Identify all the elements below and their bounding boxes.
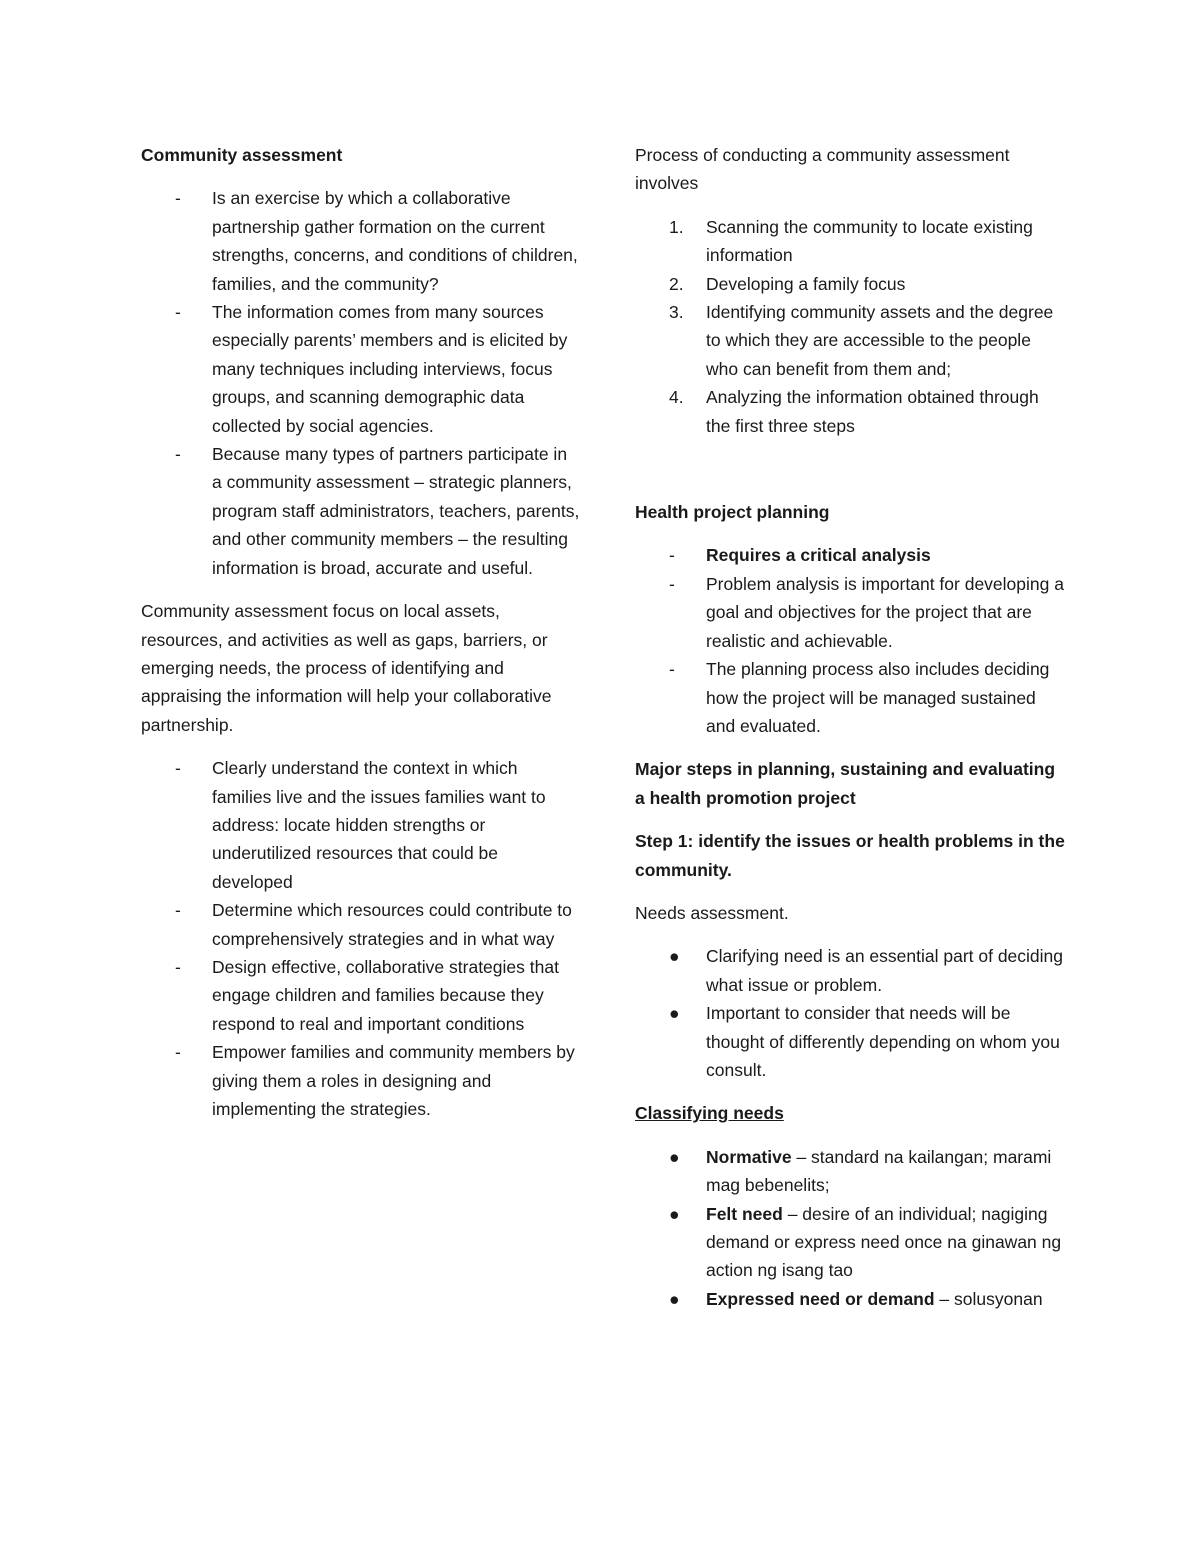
list-item-text: Because many types of partners participate in a community assessment – strategic planners, program staff administrators, teachers, parents, and other community members – the resulting information is broad, accurate and useful.: [212, 444, 580, 578]
right-column: [635, 141, 1067, 1313]
list-item-text: Clarifying need is an essential part of deciding what issue or problem.: [706, 946, 1064, 995]
list-item: [635, 1143, 1067, 1200]
planning-list: [635, 541, 1067, 740]
step-1-heading: Step 1: identify the issues or health problems in the community.: [635, 831, 1065, 880]
dash-marker: -: [669, 573, 675, 594]
dash-marker: -: [175, 758, 181, 779]
list-item-text: Empower families and community members by giving them a roles in designing and implementing the strategies.: [212, 1042, 575, 1119]
list-item-text: Clearly understand the context in which families live and the issues families want to address: locate hidden strengths or underutilized resources that could be developed: [212, 758, 546, 892]
list-item-text: Identifying community assets and the degree to which they are accessible to the people who can benefit from them and;: [706, 302, 1054, 379]
needs-assessment-label: Needs assessment.: [635, 902, 789, 923]
need-term: Normative: [706, 1146, 792, 1167]
dash-marker: -: [175, 302, 181, 323]
list-item: [141, 440, 581, 582]
list-item-text: The information comes from many sources especially parents’ members and is elicited by many techniques including interviews, focus groups, and scanning demographic data collected by social agencies.: [212, 302, 568, 436]
list-item: [141, 896, 581, 953]
list-item: [635, 270, 1067, 298]
bullet-marker: ●: [669, 1146, 680, 1167]
needs-bullet-list: [635, 942, 1067, 1084]
list-item: [635, 298, 1067, 383]
dash-marker: -: [669, 659, 675, 680]
list-item: [635, 999, 1067, 1084]
list-item: [141, 1038, 581, 1123]
dash-marker: -: [175, 444, 181, 465]
list-item: [635, 541, 1067, 569]
list-item-text: Important to consider that needs will be thought of differently depending on whom you consult.: [706, 1003, 1060, 1080]
bullet-marker: ●: [669, 1288, 680, 1309]
list-item: [141, 754, 581, 896]
list-item: [635, 570, 1067, 655]
list-item-text: Is an exercise by which a collaborative partnership gather formation on the current strengths, concerns, and conditions of children, families, and the community?: [212, 188, 578, 294]
list-item: [635, 655, 1067, 740]
dash-marker: -: [175, 956, 181, 977]
list-item-text: Determine which resources could contribute to comprehensively strategies and in what way: [212, 900, 572, 949]
step-number: 3.: [669, 302, 684, 323]
list-item: [141, 184, 581, 298]
list-item-text: Problem analysis is important for developing a goal and objectives for the project that are realistic and achievable.: [706, 573, 1064, 651]
need-term: Felt need: [706, 1203, 783, 1224]
list-item-text: Developing a family focus: [706, 273, 906, 294]
dash-marker: -: [669, 545, 675, 566]
process-steps-list: [635, 213, 1067, 440]
dash-marker: -: [175, 188, 181, 209]
bullet-marker: ●: [669, 1003, 680, 1024]
dash-marker: -: [175, 900, 181, 921]
list-item: [635, 383, 1067, 440]
step-number: 4.: [669, 387, 684, 408]
classifying-list: [635, 1143, 1067, 1313]
bullet-marker: ●: [669, 946, 680, 967]
definition-list: [141, 184, 581, 582]
need-term: Expressed need or demand: [706, 1288, 935, 1309]
purpose-list: [141, 754, 581, 1123]
list-item-text: Requires a critical analysis: [706, 545, 931, 566]
community-assessment-heading: Community assessment: [141, 145, 343, 165]
list-item: [635, 942, 1067, 999]
list-item-text: Design effective, collaborative strategies that engage children and families because they respond to real and important conditions: [212, 956, 559, 1034]
classifying-needs-heading: Classifying needs: [635, 1103, 784, 1124]
list-item: [635, 1285, 1067, 1313]
need-description: – solusyonan: [934, 1288, 1043, 1309]
bullet-marker: ●: [669, 1203, 680, 1224]
need-description: – desire of an individual; nagiging demand or express need once na ginawan ng action ng isang tao: [706, 1203, 1062, 1281]
health-project-planning-heading: Health project planning: [635, 502, 830, 523]
list-item: [141, 953, 581, 1038]
assessment-focus-paragraph: Community assessment focus on local assets, resources, and activities as well as gaps, barriers, or emerging needs, the process of identifying and appraising the information will help your collaborative partnership.: [141, 601, 552, 735]
list-item: [635, 1200, 1067, 1285]
list-item: [635, 213, 1067, 270]
need-description: – standard na kailangan; marami mag bebenelits;: [706, 1146, 1052, 1196]
step-number: 1.: [669, 216, 684, 237]
left-column: [141, 141, 581, 1123]
dash-marker: -: [175, 1042, 181, 1063]
major-steps-heading: Major steps in planning, sustaining and evaluating a health promotion project: [635, 759, 1056, 808]
list-item-text: Scanning the community to locate existing information: [706, 216, 1033, 266]
list-item-text: Analyzing the information obtained through the first three steps: [706, 387, 1039, 436]
list-item: [141, 298, 581, 440]
step-number: 2.: [669, 273, 684, 294]
list-item-text: The planning process also includes deciding how the project will be managed sustained and evaluated.: [706, 659, 1050, 736]
spacer: [635, 440, 1067, 498]
process-intro: Process of conducting a community assessment involves: [635, 145, 1010, 194]
